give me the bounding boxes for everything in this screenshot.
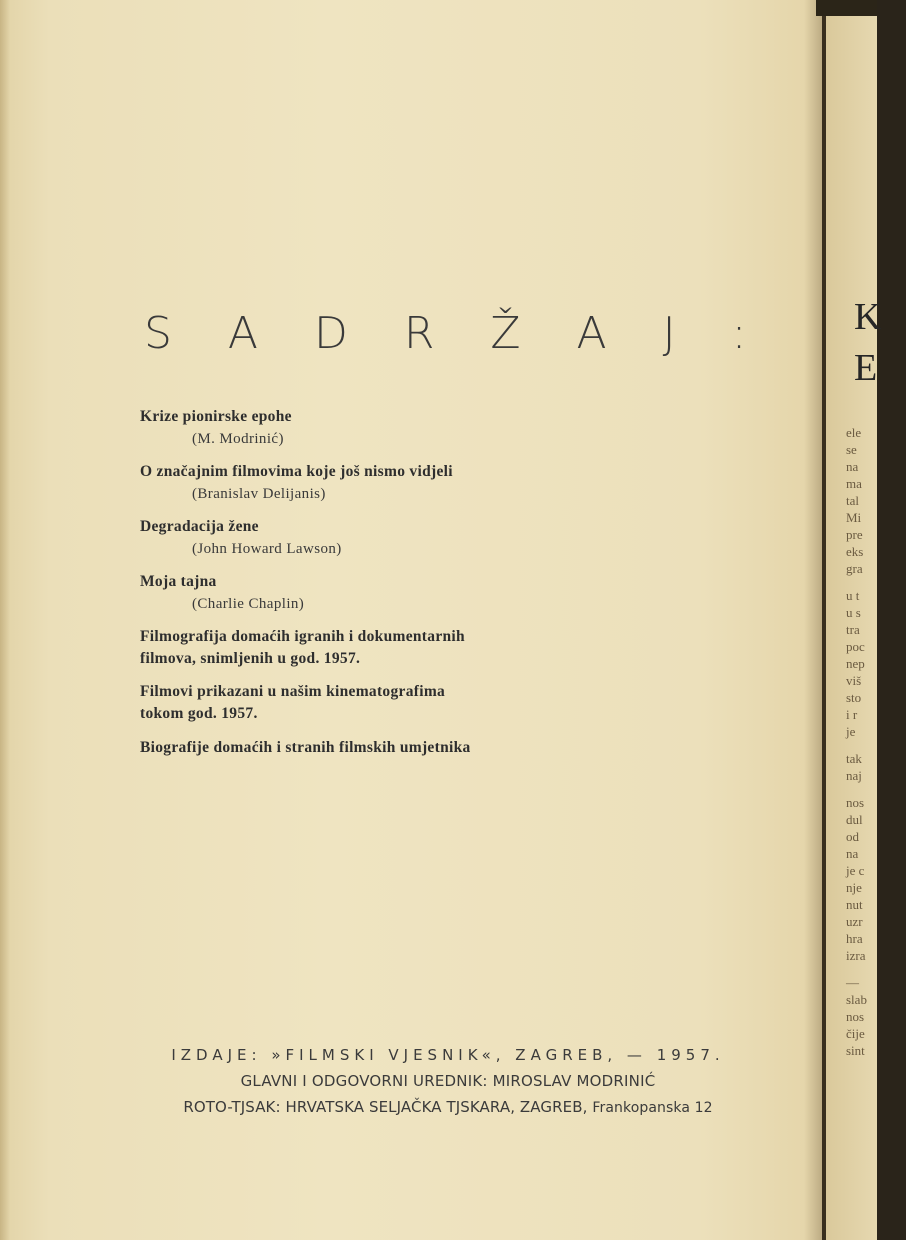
- toc-entry-title: Moja tajna: [140, 573, 217, 590]
- toc-entry-author: (M. Modrinić): [192, 431, 284, 447]
- adjacent-page-strip: [826, 16, 882, 1240]
- contents-heading: S A D R Ž A J :: [144, 308, 768, 359]
- adjacent-page-text-fragment: naj: [846, 768, 862, 783]
- adjacent-page-text-fragment: čije: [846, 1026, 865, 1041]
- background-edge: [816, 0, 877, 16]
- adjacent-page-text-fragment: Mi: [846, 510, 862, 525]
- adjacent-page-text-fragment: je c: [846, 863, 865, 878]
- adjacent-page-text-fragment: nos: [846, 795, 865, 810]
- toc-entry: [140, 516, 342, 560]
- toc-entry: [140, 571, 304, 615]
- imprint-editor-line: GLAVNI I ODGOVORNI UREDNIK: MIROSLAV MODRINIĆ: [240, 1072, 656, 1090]
- adjacent-page-text-fragment: ele: [846, 425, 862, 440]
- adjacent-page-text-fragment: pre: [846, 527, 863, 542]
- adjacent-page-text-fragment: [846, 784, 906, 794]
- adjacent-page-text-fragment: hra: [846, 931, 863, 946]
- toc-entry: [140, 626, 465, 670]
- adjacent-page-text-fragment: tal: [846, 493, 859, 508]
- toc-entry-title: Krize pionirske epohe: [140, 408, 292, 425]
- toc-entry: [140, 737, 471, 759]
- adjacent-page-text-fragment: i r: [846, 707, 858, 722]
- imprint-publisher-line: IZDAJE: »FILMSKI VJESNIK«, ZAGREB, — 1957.: [171, 1046, 725, 1064]
- toc-entry-title-line: filmova, snimljenih u god. 1957.: [140, 650, 361, 667]
- imprint-printer-name: ROTO-TJSAK: HRVATSKA SELJAČKA TJSKARA, ZAGREB,: [183, 1098, 588, 1116]
- adjacent-page-text-fragments: [846, 424, 906, 1059]
- adjacent-page-text-fragment: eks: [846, 544, 864, 559]
- toc-entry-author: (Charlie Chaplin): [192, 596, 305, 612]
- toc-entry-title-line: Filmografija domaćih igranih i dokumentarnih: [140, 628, 465, 645]
- adjacent-page-text-fragment: sint: [846, 1043, 865, 1058]
- toc-entry-title: Degradacija žene: [140, 518, 259, 535]
- adjacent-page-text-fragment: [846, 964, 906, 974]
- toc-entry-title-line: tokom god. 1957.: [140, 705, 258, 722]
- adjacent-page-text-fragment: nje: [846, 880, 862, 895]
- toc-entry-title: Biografije domaćih i stranih filmskih umjetnika: [140, 739, 471, 756]
- toc-entry: [140, 461, 453, 505]
- adjacent-page-text-fragment: u s: [846, 605, 861, 620]
- toc-entry: [140, 406, 292, 450]
- page-edge-shading: [0, 0, 10, 1240]
- imprint-printer-line: [128, 1094, 768, 1121]
- adjacent-page-text-fragment: nut: [846, 897, 863, 912]
- adjacent-page-text-fragment: uzr: [846, 914, 863, 929]
- adjacent-page-text-fragment: viš: [846, 673, 862, 688]
- adjacent-page-text-fragment: od: [846, 829, 859, 844]
- adjacent-page-text-fragment: [846, 740, 906, 750]
- adjacent-page-text-fragment: [846, 577, 906, 587]
- binding-shadow: [804, 0, 826, 1240]
- adjacent-page-text-fragment: na: [846, 846, 859, 861]
- adjacent-page-text-fragment: na: [846, 459, 859, 474]
- imprint-printer-address: Frankopanska 12: [592, 1100, 713, 1116]
- toc-entry-author: (Branislav Delijanis): [192, 486, 326, 502]
- adjacent-page-text-fragment: nos: [846, 1009, 865, 1024]
- adjacent-page-text-fragment: sto: [846, 690, 862, 705]
- toc-entry-title-line: Filmovi prikazani u našim kinematografima: [140, 683, 446, 700]
- adjacent-page-text-fragment: poc: [846, 639, 865, 654]
- adjacent-page-text-fragment: gra: [846, 561, 863, 576]
- publisher-imprint: [128, 1042, 768, 1121]
- adjacent-page-text-fragment: ma: [846, 476, 862, 491]
- adjacent-page-text-fragment: nep: [846, 656, 865, 671]
- adjacent-page-text-fragment: dul: [846, 812, 863, 827]
- toc-entry-title: O značajnim filmovima koje još nismo vidjeli: [140, 463, 453, 480]
- adjacent-page-text-fragment: u t: [846, 588, 860, 603]
- adjacent-page-text-fragment: tak: [846, 751, 862, 766]
- adjacent-page-text-fragment: tra: [846, 622, 860, 637]
- toc-entry: [140, 681, 445, 725]
- adjacent-page-text-fragment: se: [846, 442, 857, 457]
- toc-entry-author: (John Howard Lawson): [192, 541, 342, 557]
- adjacent-page-text-fragment: izra: [846, 948, 866, 963]
- adjacent-page-text-fragment: je: [846, 724, 856, 739]
- adjacent-page-text-fragment: —: [846, 975, 859, 990]
- adjacent-page-heading-letter: K: [854, 296, 882, 338]
- adjacent-page-heading-letter: E: [854, 347, 878, 389]
- adjacent-page-text-fragment: slab: [846, 992, 867, 1007]
